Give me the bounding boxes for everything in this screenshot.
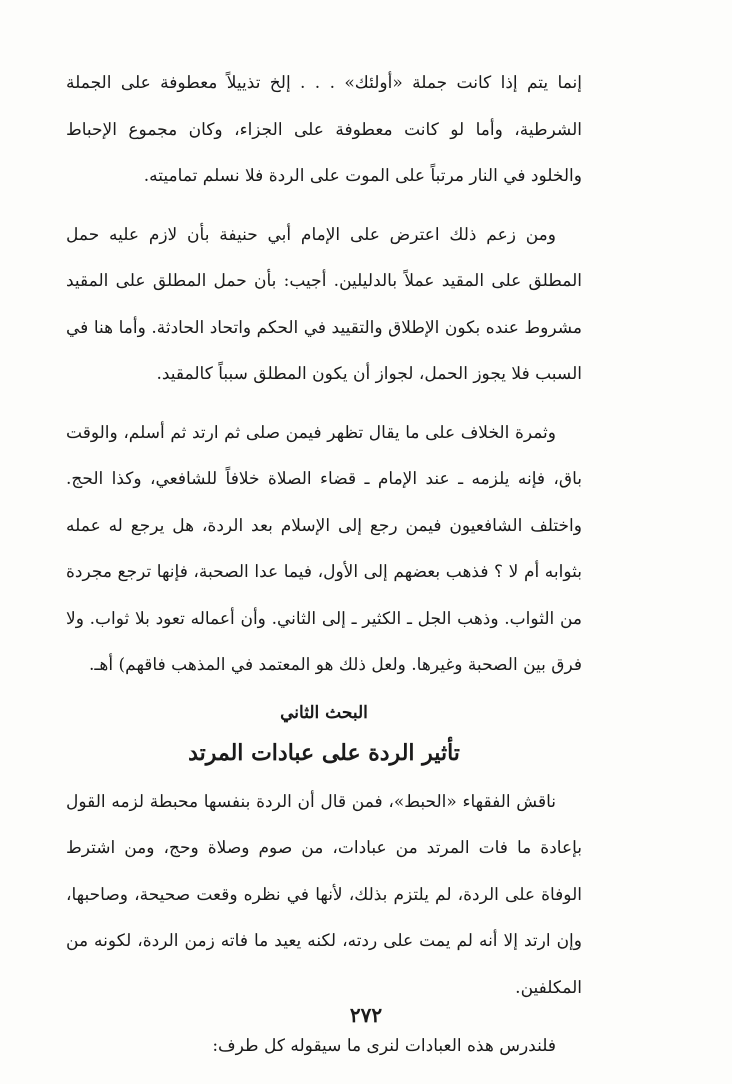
section-label: البحث الثاني — [280, 702, 368, 723]
paragraph-4: ناقش الفقهاء «الحبط»، فمن قال أن الردة بنفسها محبطة لزمه القول بإعادة ما فات المرتد من عبادات، من صوم وصلاة وحج، ومن اشترط الوفاة على الردة، لم يلتزم بذلك، لأنها في نظره وقعت صحيحة، وصاحبها، وإن ارتد إلا أنه لم يمت على ردته، لكنه يعيد ما فاته زمن الردة، لكونه من المكلفين. — [66, 791, 582, 998]
paragraph-1: إنما يتم إذا كانت جملة «أولئك» . . . إلخ تذييلاً معطوفة على الجملة الشرطية، وأما لو كانت معطوفة على الجزاء، وكان مجموع الإحباط والخلود في النار مرتباً على الموت على الردة فلا نسلم تماميته. — [66, 73, 583, 186]
page-body — [66, 60, 582, 1070]
paragraph-2: ومن زعم ذلك اعترض على الإمام أبي حنيفة بأن لازم عليه حمل المطلق على المقيد عملاً بالدليلين. أجيب: بأن حمل المطلق على المقيد مشروط عنده بكون الإطلاق والتقييد في الحكم واتحاد الحادثة. وأما هنا في السبب فلا يجوز الحمل، لجواز أن يكون المطلق سبباً كالمقيد. — [66, 224, 582, 384]
page-number: ٢٧٢ — [349, 1003, 383, 1027]
section-title: تأثير الردة على عبادات المرتد — [188, 739, 460, 766]
paragraph-3: وثمرة الخلاف على ما يقال تظهر فيمن صلى ثم ارتد ثم أسلم، والوقت باق، فإنه يلزمه ـ عند الإمام ـ قضاء الصلاة خلافاً للشافعي، وكذا الحج. واختلف الشافعيون فيمن رجع إلى الإسلام بعد الردة، هل يرجع له عمله بثوابه أم لا ؟ فذهب بعضهم إلى الأول، فيما عدا الصحبة، فإنها ترجع مجردة من الثواب. وذهب الجل ـ الكثير ـ إلى الثاني. وأن أعماله تعود بلا ثواب. ولا فرق بين الصحبة وغيرها. ولعل ذلك هو المعتمد في المذهب فاقهم) أهـ. — [66, 422, 582, 675]
paragraph-5: فلندرس هذه العبادات لنرى ما سيقوله كل طرف: — [212, 1036, 556, 1056]
